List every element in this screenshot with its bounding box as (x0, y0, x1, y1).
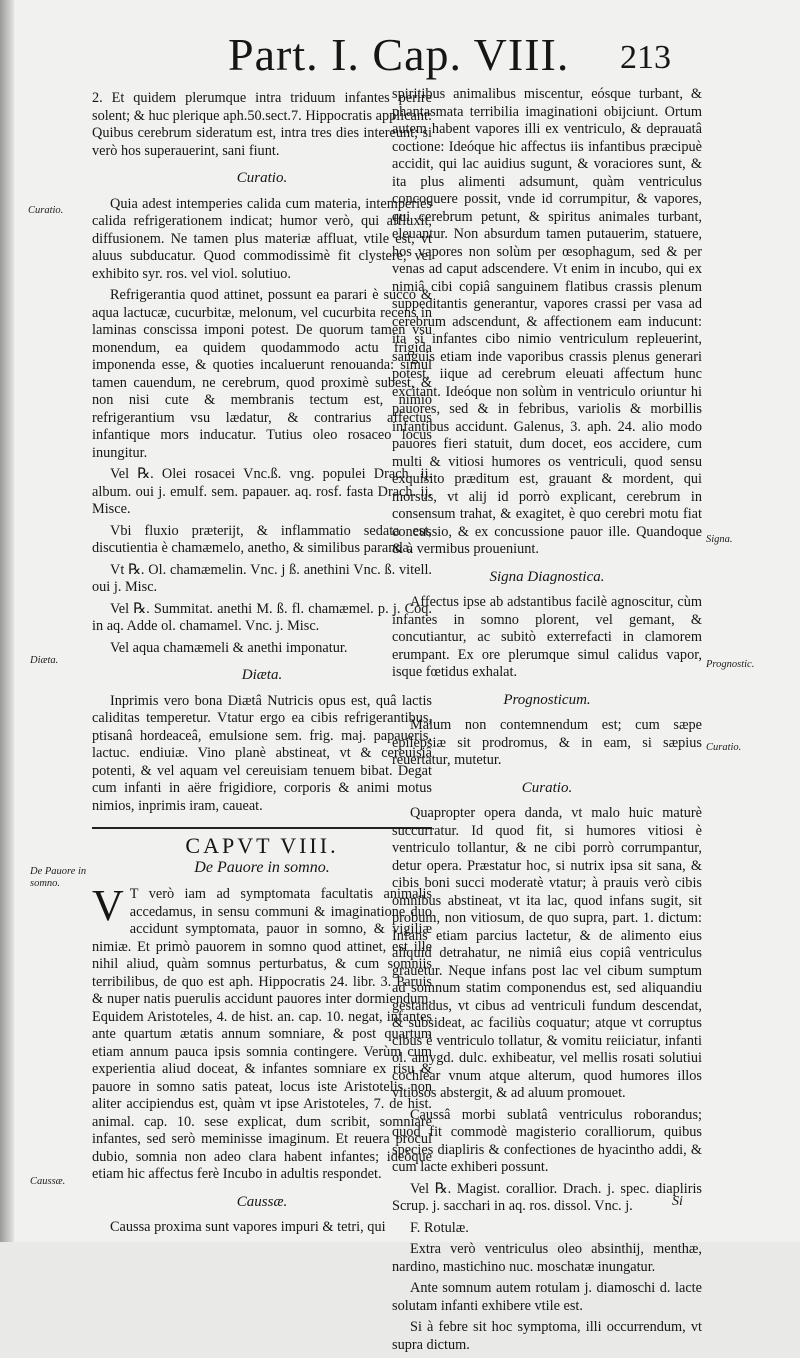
paragraph: Refrigerantia quod attinet, possunt ea parari è succo & aqua lactucæ, cucurbitæ, melonum, vel cucurbita recens in laminas conscissa imponi potest. De quorum tamen vsu monendum, ea quidem quodammodo actu frigida imponenda esse, & quoties incaluerunt renouanda: simul tamen cauendum, ne cerebrum, quod proximè subest, & non nisi cute & membranis tectum est, nimio refrigerantium vsu lædatur, & contrarius affectus infantique mors inducatur. Tutius oleo rosaceo locus inungitur. (92, 287, 432, 461)
left-column (92, 90, 432, 1241)
prescription: F. Rotulæ. (410, 1219, 469, 1236)
page-number: 213 (620, 39, 671, 76)
running-title: Part. I. Cap. VIII. (228, 29, 570, 80)
chapter-divider (92, 827, 432, 829)
paragraph: Inprimis vero bona Diætâ Nutricis opus est, quâ lactis caliditas temperetur. Vtatur ergo ea cibis refrigerantibus, ptisanâ hordeaceâ, emulsione sem. frig. maj. papaueris, lactuc. endiuiæ. Vino planè abstineat, vt & cereuisiâ potenti, & vel aquam vel cereuisiam tenuem bibat. Degat cum infanti in aëre frigidiore, corporis & animi motus nimios, inprimis iram, caueat. (92, 692, 432, 814)
section-heading-diaeta: Diæta. (241, 667, 283, 683)
paragraph: Quia adest intemperies calida cum materia, intemperies calida refrigerationem indicat; humor verò, qui affluxit, diffusionem. Ne tamen plus materiæ affluat, vtile est, vt aluus subducatur. Quod commodissimè fit clystere, vel exhibito syr. ros. vel viol. solutiuo. (92, 195, 432, 282)
prescription: Vel aqua chamæmeli & anethi imponatur. (110, 639, 348, 656)
drop-cap: V (92, 881, 124, 930)
margin-note-prognosticum: Prognostic. (706, 659, 755, 670)
paragraph: Quapropter opera danda, vt malo huic maturè succurratur. Id quod fit, si humores vitiosi è ventriculo tollantur, & ne cibi porrò corrumpantur, detur opera. Præstatur hoc, si nutrix ipsa sit sana, & cibis boni succi moderatè vtatur; à prauis verò cibis omnibus abstineat, vt ita lac, quod infans sugit, sit probum, non vitiosum, de quo supra, part. 1. dictum: Infans etiam parcius lactetur, & de alimento eius aliquid detrahatur, ne nimiâ eius copiâ ventriculus grauetur. Neque infans post lac vel cibum sumptum ad somnum statim componendus est, sed aliquandiu gestandus, vt cibus ad ventriculi fundum descendat, & subsideat, ac faciliùs coquatur; atque vt corruptus cibus è ventriculo tollatur, & vomitu reiiciatur, infanti ol. amygd. dulc. exhibeatur, vel mellis rosati solutiui cochlear vnum atque alterum, quod humores illos vitiosos abstergit, & ad aluum promouet. (392, 805, 702, 1101)
section-heading-signa: Signa Diagnostica. (489, 568, 605, 585)
margin-note-pauore: De Pauore in somno. (30, 866, 87, 889)
paragraph: Vbi fluxio præterijt, & inflammatio sedata est, discutientia è chamæmelo, anetho, & similibus paranda. (92, 522, 432, 556)
chapter-opening (92, 881, 432, 1184)
catchword: Si (672, 1194, 683, 1209)
page-gutter-shadow (0, 0, 14, 1242)
margin-note-curatio: Curatio. (28, 205, 64, 216)
paragraph: Ante somnum autem rotulam j. diamoschi d. lacte solutam infanti exhibere vtile est. (392, 1280, 702, 1314)
chapter-subtitle: De Pauore in somno. (194, 858, 330, 876)
paragraph: 2. Et quidem plerumque intra triduum infantes perire solent; & huc plerique aph.50.sect.7. Hippocratis applicant: Quibus cerebrum sideratum est, intra tres dies intereunt; si verò hos superauerint, sani fiunt. (92, 90, 432, 159)
paragraph: Si à febre sit hoc symptoma, illi occurrendum, vt supra dictum. (392, 1319, 702, 1353)
paragraph: Caussa proxima sunt vapores impuri & tetri, qui (110, 1219, 386, 1235)
margin-note-signa: Signa. (706, 534, 733, 545)
paragraph: Extra verò ventriculus oleo absinthij, menthæ, nardino, mastichino nuc. moschatæ inungatur. (392, 1241, 702, 1275)
section-heading-prognosticum: Prognosticum. (503, 691, 591, 708)
paragraph: T verò iam ad symptomata facultatis animalis accedamus, in sensu communi & imaginatione duo accidunt symptomata, pauor in somno, & vigiliæ nimiæ. Et primò pauorem in somno quod attinet, est ille nihil aliud, quàm somnus perturbatus, & cum somniis terribilibus, de quo est aph. Hippocratis 24. libr. 3. Paruis & nuper natis puerulis accidunt pauores inter dormiendum. Equidem Aristoteles, 4. de hist. an. cap. 10. negat, infantes ante quartum ætatis annum somniare, & post quartum etiam annum pauca ipsis somnia contingere. Verùm cum experientia aliud doceat, & infantes somniare ex risu & pauore in somno satis pateat, locus iste Aristotelis non aliter accipiendus est, quàm vt ipse Aristoteles, 7. de hist. animal. cap. 10. sese explicat, dum scribit, somniare infantes, sed serò meminisse imaginum. Et reuera procul dubio, somnia non adeo clara habent infantes; ideòque etiam hic affectus ferè Incubo in adultis respondet. (92, 886, 432, 1182)
prescription: Vel ℞. Magist. corallior. Drach. j. spec. diapliris Scrup. j. sacchari in aq. ros. dissol. Vnc. j. (392, 1180, 702, 1214)
paragraph: Malum non contemnendum est; cum sæpe epilepsiæ sit prodromus, & in eam, si sæpius reuertatur, mutetur. (392, 717, 702, 768)
paragraph: Affectus ipse ab adstantibus facilè agnoscitur, cùm infantes in somno plorent, vel gemant, & concutiantur, ac subitò exterrefacti in clamorem erumpant. Ex ore plerumque simul calidus vapor, isque fœtidus exhalat. (392, 594, 702, 680)
running-header (0, 30, 800, 80)
right-column (392, 86, 702, 1358)
chapter-title: CAPVT VIII. (185, 833, 339, 858)
margin-note-caussae: Caussæ. (30, 1176, 66, 1187)
prescription: Vel ℞. Summitat. anethi M. ß. fl. chamæmel. p. j. Coq. in aq. Adde ol. chamamel. Vnc. j. Misc. (92, 600, 432, 634)
section-heading-curatio: Curatio. (236, 170, 288, 186)
paragraph: Caussâ morbi sublatâ ventriculus roborandus; quod fit commodè magisterio coralliorum, quibus species diapliris & confectiones de hyacintho addi, & cum lacte exhiberi possunt. (392, 1106, 702, 1175)
prescription: Vt ℞. Ol. chamæmelin. Vnc. j ß. anethini Vnc. ß. vitell. oui j. Misc. (92, 561, 432, 595)
margin-note-diaeta: Diæta. (30, 655, 59, 666)
section-heading-curatio-right: Curatio. (521, 779, 573, 796)
section-heading-caussae: Caussæ. (236, 1193, 288, 1210)
prescription: Vel ℞. Olei rosacei Vnc.ß. vng. populei Drach. ij. album. oui j. emulf. sem. papauer. aq. rosf. fasta Drach. ij. Misce. (92, 466, 432, 517)
paragraph: spiritibus animalibus miscentur, eósque turbant, & phantasmata terribilia imaginationi obijciunt. Ortum autem habent vapores illi ex ventriculo, & deprauatâ coctione: Ideóque hic affectus iis infantibus præcipuè accidit, qui lac auidius sugunt, & voraciores sunt, & ita plus alimenti adsumunt, quàm ventriculus concoquere possit, vnde id corrumpitur, & vapores, qui cerebrum petunt, & spiritus animales turbant, eleuantur. Non absurdum tamen putauerim, statuere, hos vapores non solùm per œsophagum, sed & per venas ad caput adscendere. Vt enim in incubo, qui ex nimiâ cibi copiâ sanguinem flatibus crassis plenum suppeditantis generantur, vapores crassi per vasa ad cerebrum adscendunt, & affectionem eam inducunt: ita si infantes cibo nimio ventriculum repleuerint, sanguis etiam inde vaporibus crassis plenus generari potest, iique ad cerebrum eleuati affectum hunc excitant. Ideóque non solùm in ventriculo oriuntur hi pauores, sed & in febribus, variolis & morbillis infantibus accidunt. Galenus, 3. aph. 24. alio modo pauores fieri statuit, dum docet, eos accidere, cum multi & vitiosi humores os ventriculi, quod sensu exquisito præditum est, grauant & mordent, qui morsus, vt alij id porrò explicant, cerebrum in consensum trahat, & exagitet, è quo cerebri motu fiat concussio, & ex concussione pauor ille. Quandoque & à vermibus proueniunt. (392, 86, 702, 557)
margin-note-curatio-right: Curatio. (706, 742, 742, 753)
